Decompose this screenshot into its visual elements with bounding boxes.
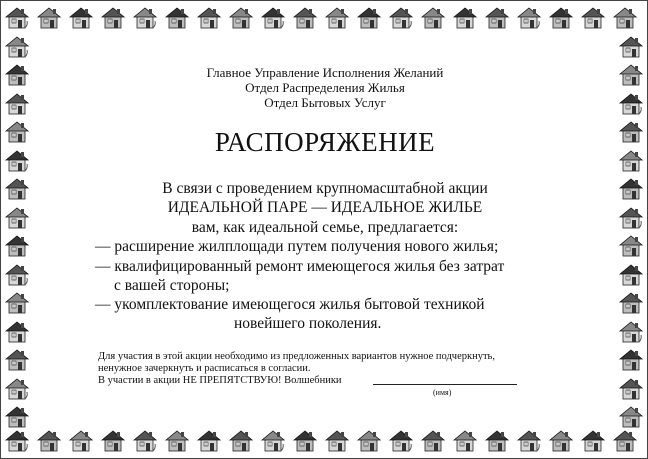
house-icon [325, 428, 349, 454]
house-icon [619, 347, 643, 373]
house-icon [197, 428, 221, 454]
house-icon [517, 5, 541, 31]
house-icon [69, 428, 93, 454]
house-icon [37, 428, 61, 454]
house-icon [421, 5, 445, 31]
house-icon [197, 5, 221, 31]
house-icon [5, 91, 29, 117]
house-icon [5, 119, 29, 145]
house-icon [517, 428, 541, 454]
house-icon [619, 290, 643, 316]
house-icon [549, 428, 573, 454]
house-icon [5, 347, 29, 373]
house-icon [613, 5, 637, 31]
house-icon [389, 5, 413, 31]
instructions-line-1: Для участия в этой акции необходимо из предложенных вариантов нужное подчеркнуть, [98, 351, 495, 362]
house-icon [357, 5, 381, 31]
house-icon [619, 233, 643, 259]
house-icon [5, 428, 29, 454]
house-icon [619, 205, 643, 231]
house-icon [619, 404, 643, 430]
issuer-line-3: Отдел Бытовых Услуг [264, 95, 386, 110]
house-icon [619, 376, 643, 402]
house-icon [581, 5, 605, 31]
house-icon [619, 119, 643, 145]
house-icon [5, 319, 29, 345]
house-icon [69, 5, 93, 31]
house-icon [619, 62, 643, 88]
house-icon [5, 376, 29, 402]
house-icon [229, 428, 253, 454]
issuer-line-2: Отдел Распределения Жилья [245, 80, 405, 95]
house-icon [229, 5, 253, 31]
house-icon [5, 62, 29, 88]
signature-line[interactable] [373, 384, 517, 385]
house-icon [485, 428, 509, 454]
house-icon [37, 5, 61, 31]
house-icon [261, 5, 285, 31]
house-icon [581, 428, 605, 454]
house-icon [5, 290, 29, 316]
offer-item-1: — расширение жилплощади путем получения нового жилья; [95, 238, 499, 255]
house-icon [619, 148, 643, 174]
document-content [61, 61, 589, 401]
house-icon [325, 5, 349, 31]
house-icon [613, 428, 637, 454]
intro-line-1: В связи с проведением крупномасштабной акции [162, 180, 488, 197]
house-icon [453, 428, 477, 454]
house-icon [5, 205, 29, 231]
document-title: РАСПОРЯЖЕНИЕ [214, 127, 436, 157]
intro-line-3: вам, как идеальной семье, предлагается: [191, 219, 459, 236]
house-icon [293, 428, 317, 454]
offer-item-3-continuation: новейшего поколения. [234, 315, 382, 332]
house-icon [5, 148, 29, 174]
house-icon [421, 428, 445, 454]
house-icon [389, 428, 413, 454]
instructions-line-2: ненужное зачеркнуть и расписаться в согласии. [98, 363, 311, 374]
house-icon [619, 262, 643, 288]
house-icon [485, 5, 509, 31]
signature-caption: (имя) [433, 388, 452, 397]
house-icon [5, 176, 29, 202]
house-icon [5, 233, 29, 259]
issuer-header [61, 65, 589, 110]
house-icon [5, 262, 29, 288]
house-icon [549, 5, 573, 31]
house-icon [165, 5, 189, 31]
house-icon [165, 428, 189, 454]
offer-item-2-continuation: с вашей стороны; [114, 277, 230, 294]
house-icon [261, 428, 285, 454]
house-icon [133, 5, 157, 31]
house-icon [619, 34, 643, 60]
house-icon [5, 5, 29, 31]
house-icon [619, 91, 643, 117]
house-icon [453, 5, 477, 31]
offer-item-2: — квалифицированный ремонт имеющегося жилья без затрат [95, 258, 505, 275]
house-icon [101, 428, 125, 454]
house-icon [101, 5, 125, 31]
offer-item-3: — укомплектование имеющегося жилья бытовой техникой [95, 296, 485, 313]
house-icon [133, 428, 157, 454]
consent-line: В участии в акции НЕ ПРЕПЯТСТВУЮ! Волшебники [98, 375, 342, 386]
house-icon [293, 5, 317, 31]
house-icon [619, 319, 643, 345]
issuer-line-1: Главное Управление Исполнения Желаний [206, 65, 444, 80]
house-icon [619, 176, 643, 202]
intro-line-2: ИДЕАЛЬНОЙ ПАРЕ — ИДЕАЛЬНОЕ ЖИЛЬЕ [167, 199, 483, 216]
house-icon [5, 34, 29, 60]
house-icon [357, 428, 381, 454]
house-icon [5, 404, 29, 430]
